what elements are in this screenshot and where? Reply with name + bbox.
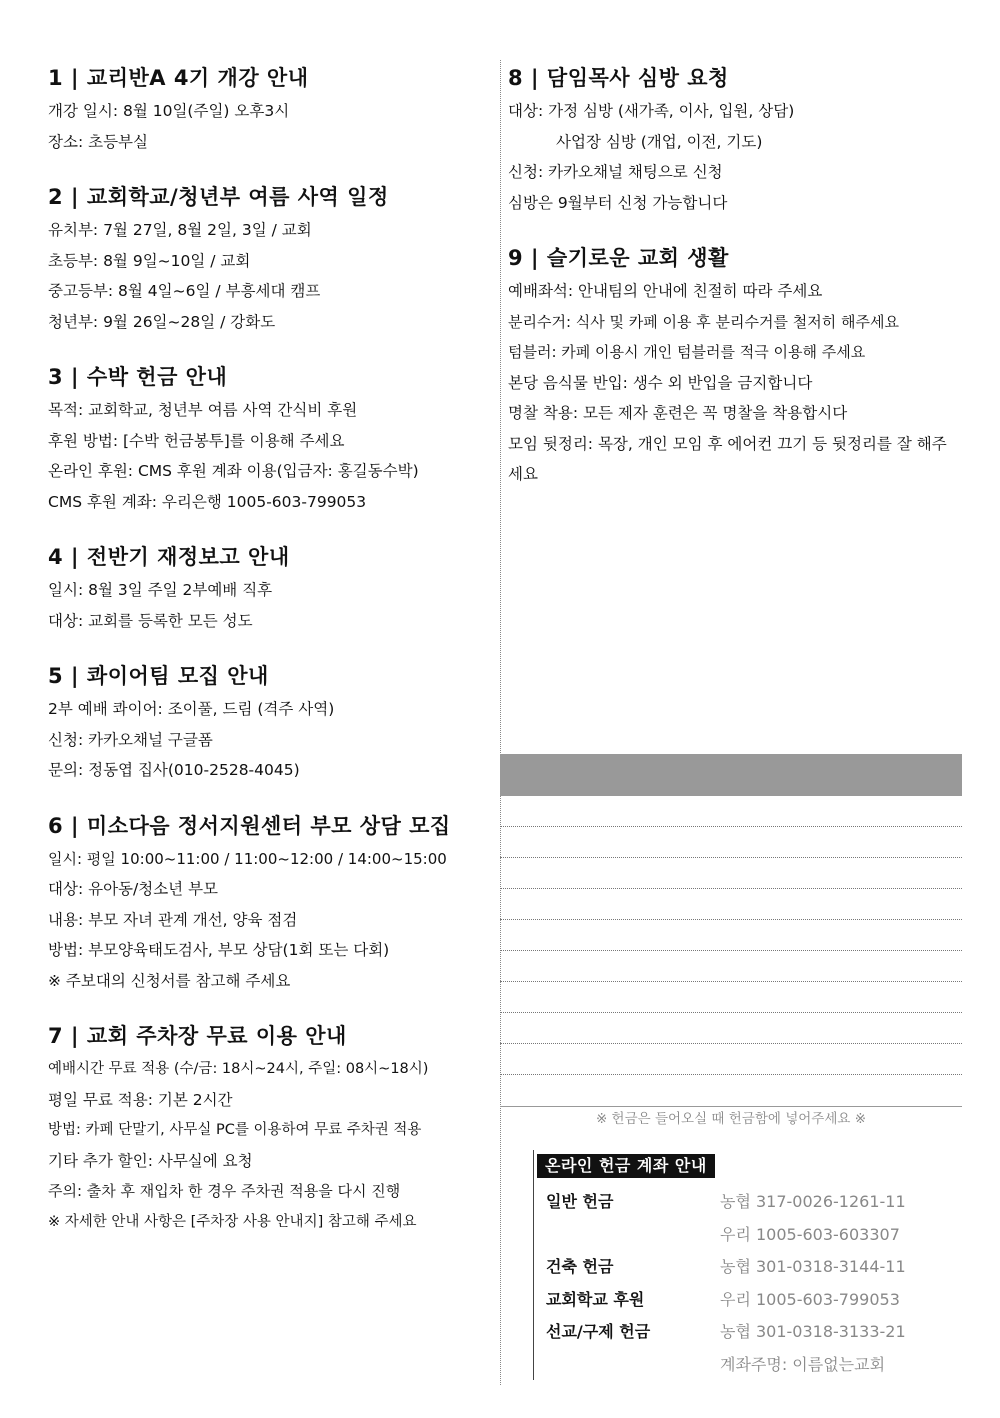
section-title: 9 | 슬기로운 교회 생활 [508, 246, 729, 270]
section-line: 대상: 교회를 등록한 모든 성도 [48, 611, 253, 630]
section-title: 6 | 미소다음 정서지원센터 부모 상담 모집 [48, 813, 451, 838]
section-line: 일시: 8월 3일 주일 2부예배 직후 [48, 581, 273, 599]
section-line: 분리수거: 식사 및 카페 이용 후 분리수거를 철저히 해주세요 [508, 312, 899, 331]
announcement-1 [48, 60, 496, 157]
section-line: 텀블러: 카페 이용시 개인 텀블러를 적극 이용해 주세요 [508, 343, 866, 361]
section-line: 개강 일시: 8월 10일(주일) 오후3시 [48, 102, 290, 120]
memo-line [500, 1044, 962, 1075]
announcement-3 [48, 359, 496, 517]
section-line: ※ 자세한 안내 사항은 [주차장 사용 안내지] 참고해 주세요 [48, 1213, 417, 1230]
memo-line [500, 858, 962, 889]
section-title: 5 | 콰이어팀 모집 안내 [48, 664, 269, 688]
section-line: 2부 예배 콰이어: 조이풀, 드림 (격주 사역) [48, 700, 335, 718]
section-line: 방법: 부모양육태도검사, 부모 상담(1회 또는 다회) [48, 941, 390, 959]
memo-lines [500, 796, 962, 1075]
section-line-wrapped: 모임 뒷정리: 목장, 개인 모임 후 에어컨 끄기 등 뒷정리를 잘 해주세요 [508, 434, 947, 483]
section-title: 2 | 교회학교/청년부 여름 사역 일정 [48, 185, 389, 209]
memo-line [500, 827, 962, 858]
announcement-6 [48, 808, 496, 997]
section-line: 중고등부: 8월 4일~6일 / 부흥세대 캠프 [48, 282, 321, 300]
section-title: 3 | 수박 헌금 안내 [48, 365, 228, 389]
account-number: 농협 317-0026-1261-11 [720, 1192, 906, 1211]
account-row [546, 1316, 956, 1349]
section-line: 심방은 9월부터 신청 가능합니다 [508, 193, 728, 212]
memo-line [500, 1013, 962, 1044]
account-row [546, 1186, 956, 1219]
section-line: 문의: 정동엽 집사(010-2528-4045) [48, 761, 300, 779]
account-label: 교회학교 후원 [546, 1289, 645, 1309]
accounts-left-rule [533, 1150, 534, 1380]
section-title: 8 | 담임목사 심방 요청 [508, 66, 729, 90]
left-column [48, 60, 496, 1259]
section-line: 대상: 유아동/청소년 부모 [48, 880, 219, 898]
account-number: 농협 301-0318-3144-11 [720, 1257, 906, 1276]
section-line: 유치부: 7월 27일, 8월 2일, 3일 / 교회 [48, 221, 312, 239]
accounts-list [546, 1186, 956, 1381]
section-line: 장소: 초등부실 [48, 132, 148, 151]
announcement-2 [48, 179, 496, 337]
section-line: 신청: 카카오채널 구글폼 [48, 730, 213, 749]
section-line: 신청: 카카오채널 채팅으로 신청 [508, 163, 723, 181]
section-line: 내용: 부모 자녀 관계 개선, 양육 점검 [48, 910, 298, 929]
section-line: 청년부: 9월 26일~28일 / 강화도 [48, 312, 276, 331]
account-number: 농협 301-0318-3133-21 [720, 1322, 906, 1341]
section-line: 예배좌석: 안내팀의 안내에 친절히 따라 주세요 [508, 282, 823, 300]
announcement-5 [48, 658, 496, 786]
announcement-9 [508, 240, 962, 490]
account-number: 우리 1005-603-603307 [720, 1224, 900, 1244]
section-line: 본당 음식물 반입: 생수 외 반입을 금지합니다 [508, 373, 813, 392]
section-line: 일시: 평일 10:00~11:00 / 11:00~12:00 / 14:00~15:00 [48, 849, 447, 868]
offering-note: ※ 헌금은 들어오실 때 헌금함에 넣어주세요 ※ [595, 1111, 867, 1127]
right-column [508, 60, 962, 512]
section-line: 기타 추가 할인: 사무실에 요청 [48, 1151, 253, 1170]
section-line: 온라인 후원: CMS 후원 계좌 이용(입금자: 홍길동수박) [48, 462, 419, 480]
section-title: 1 | 교리반A 4기 개강 안내 [48, 66, 309, 90]
section-line-indented: 사업장 심방 (개업, 이전, 기도) [556, 132, 763, 151]
announcement-4 [48, 539, 496, 636]
accounts-title: 온라인 헌금 계좌 안내 [537, 1154, 715, 1178]
column-divider [500, 60, 501, 1385]
account-label: 일반 헌금 [546, 1192, 614, 1211]
section-line: ※ 주보대의 신청서를 참고해 주세요 [48, 971, 291, 990]
memo-line [500, 796, 962, 827]
account-row [546, 1349, 956, 1382]
section-title: 7 | 교회 주차장 무료 이용 안내 [48, 1024, 347, 1048]
section-line: 예배시간 무료 적용 (수/금: 18시~24시, 주일: 08시~18시) [48, 1061, 429, 1077]
section-line: 후원 방법: [수박 헌금봉투]를 이용해 주세요 [48, 431, 345, 450]
memo-header-bar [500, 754, 962, 796]
account-label: 건축 헌금 [546, 1257, 614, 1276]
section-title: 4 | 전반기 재정보고 안내 [48, 545, 290, 569]
account-number: 우리 1005-603-799053 [720, 1289, 900, 1309]
account-row [546, 1251, 956, 1284]
section-line: CMS 후원 계좌: 우리은행 1005-603-799053 [48, 492, 367, 511]
announcement-8 [508, 60, 962, 218]
section-line: 목적: 교회학교, 청년부 여름 사역 간식비 후원 [48, 401, 358, 419]
account-holder: 계좌주명: 이름없는교회 [720, 1354, 886, 1374]
section-line: 초등부: 8월 9일~10일 / 교회 [48, 251, 251, 270]
section-line: 명찰 착용: 모든 제자 훈련은 꼭 명찰을 착용합시다 [508, 404, 848, 422]
account-row [546, 1284, 956, 1317]
section-line: 평일 무료 적용: 기본 2시간 [48, 1090, 233, 1109]
memo-line [500, 982, 962, 1013]
memo-line [500, 889, 962, 920]
announcement-7 [48, 1018, 496, 1237]
memo-line [500, 951, 962, 982]
section-line: 주의: 출차 후 재입차 한 경우 주차권 적용을 다시 진행 [48, 1182, 401, 1200]
memo-line [500, 920, 962, 951]
section-line: 방법: 카페 단말기, 사무실 PC를 이용하여 무료 주차권 적용 [48, 1122, 422, 1138]
account-row [546, 1219, 956, 1252]
section-line: 대상: 가정 심방 (새가족, 이사, 입원, 상담) [508, 102, 795, 120]
account-label: 선교/구제 헌금 [546, 1322, 651, 1341]
memo-bottom-rule [500, 1106, 962, 1107]
